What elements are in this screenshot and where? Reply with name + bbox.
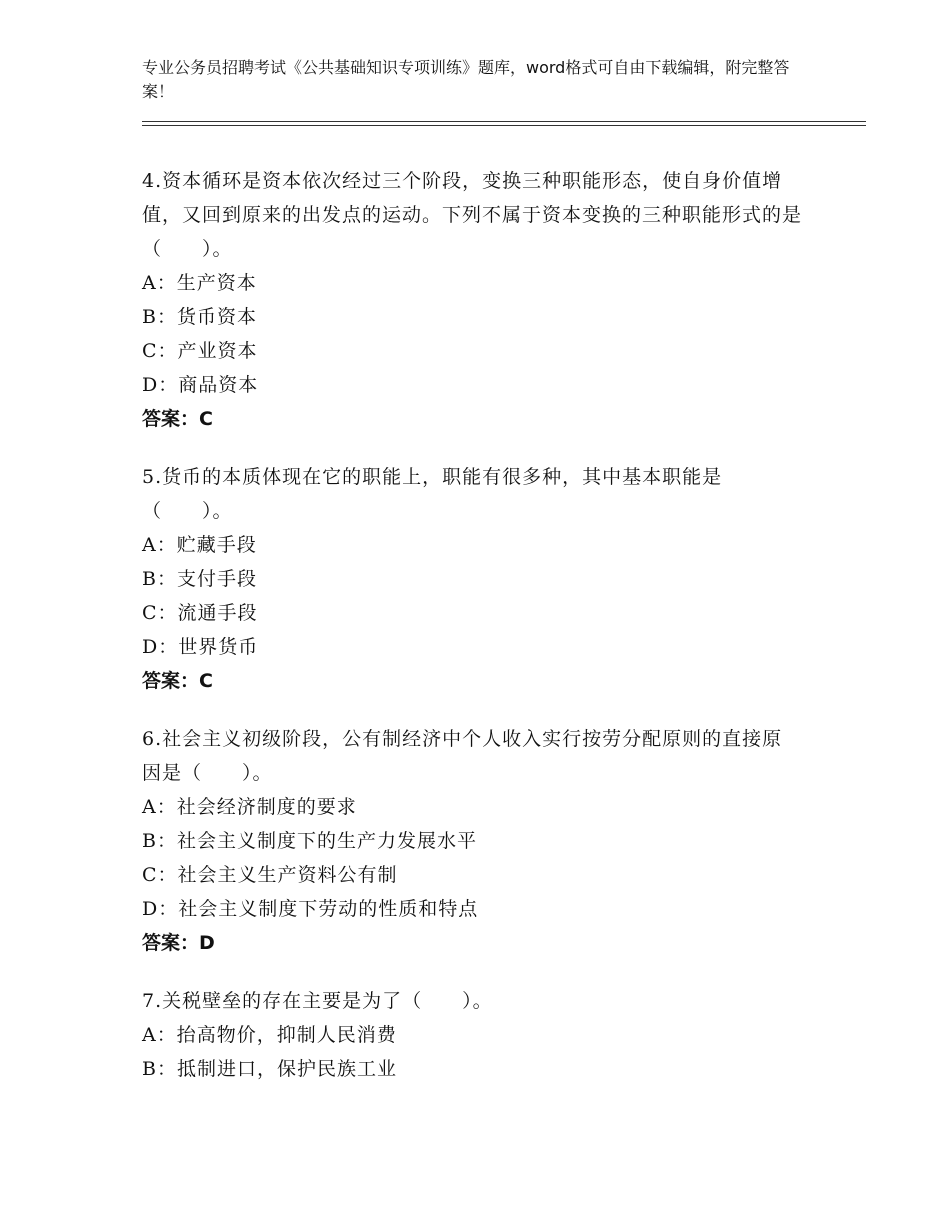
question-7 <box>142 984 802 1086</box>
option-d: D：社会主义制度下劳动的性质和特点 <box>142 898 479 920</box>
question-6 <box>142 722 802 960</box>
question-5 <box>142 460 802 698</box>
option-b: B：货币资本 <box>142 306 257 328</box>
question-4 <box>142 164 802 436</box>
answer-label: 答案：C <box>142 670 213 692</box>
document-header: 专业公务员招聘考试《公共基础知识专项训练》题库，word格式可自由下载编辑，附完整答案！ <box>142 58 790 101</box>
option-c: C：产业资本 <box>142 340 258 362</box>
option-d: D：商品资本 <box>142 374 259 396</box>
option-c: C：社会主义生产资料公有制 <box>142 864 398 886</box>
question-stem: 7.关税壁垒的存在主要是为了（ ）。 <box>142 990 493 1012</box>
option-d: D：世界货币 <box>142 636 259 658</box>
option-b: B：抵制进口，保护民族工业 <box>142 1058 397 1080</box>
option-a: A：生产资本 <box>142 272 257 294</box>
answer-label: 答案：D <box>142 932 215 954</box>
question-list <box>142 164 802 1110</box>
option-a: A：社会经济制度的要求 <box>142 796 357 818</box>
question-stem: 5.货币的本质体现在它的职能上，职能有很多种，其中基本职能是（ ）。 <box>142 466 723 522</box>
option-a: A：贮藏手段 <box>142 534 257 556</box>
answer-label: 答案：C <box>142 408 213 430</box>
question-stem: 4.资本循环是资本依次经过三个阶段，变换三种职能形态，使自身价值增值，又回到原来的出发点的运动。下列不属于资本变换的三种职能形式的是（ ）。 <box>142 170 803 260</box>
option-c: C：流通手段 <box>142 602 258 624</box>
option-a: A：抬高物价，抑制人民消费 <box>142 1024 397 1046</box>
question-stem: 6.社会主义初级阶段，公有制经济中个人收入实行按劳分配原则的直接原因是（ ）。 <box>142 728 783 784</box>
header-divider <box>142 121 866 126</box>
option-b: B：社会主义制度下的生产力发展水平 <box>142 830 477 852</box>
option-b: B：支付手段 <box>142 568 257 590</box>
